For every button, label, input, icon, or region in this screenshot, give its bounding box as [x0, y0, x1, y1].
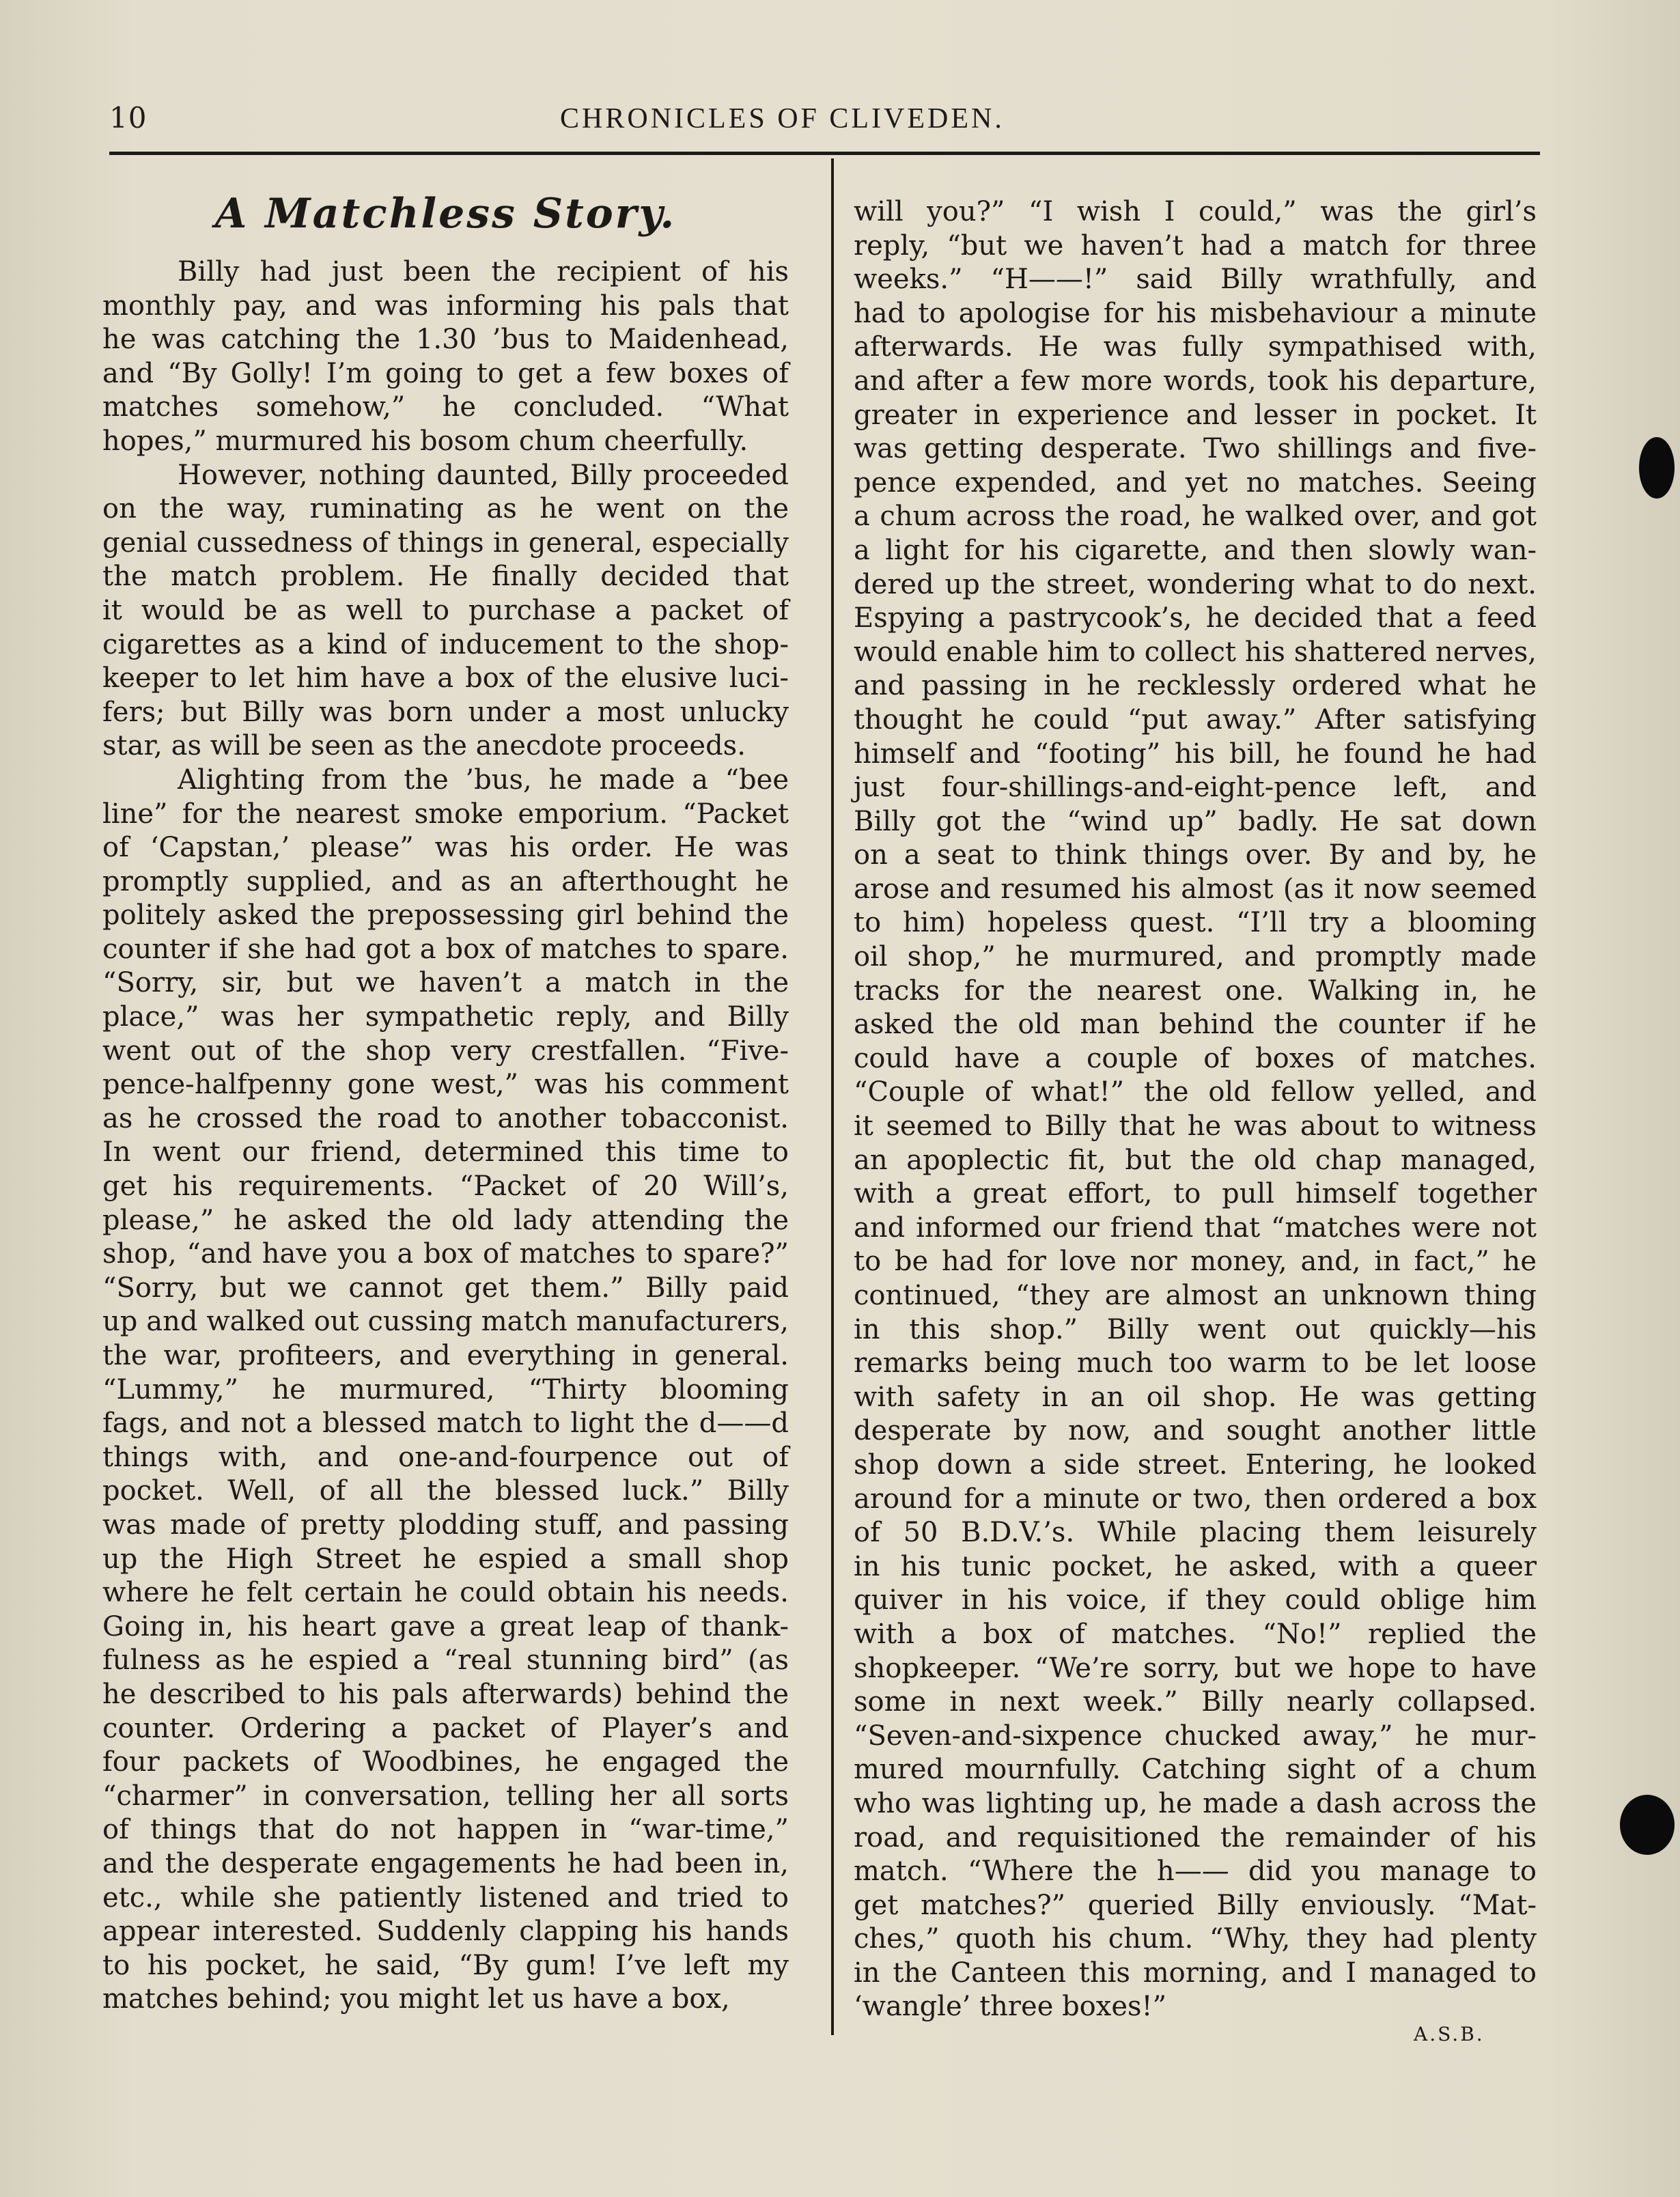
text-line: quiver in his voice, if they could oblige him: [854, 1584, 1537, 1617]
text-line: place,” was her sympathetic reply, and Billy: [102, 1001, 789, 1033]
text-line: promptly supplied, and as an afterthought he: [102, 865, 789, 897]
text-line: counter if she had got a box of matches to spare.: [102, 933, 789, 965]
text-line: as he crossed the road to another tobacconist.: [102, 1102, 789, 1134]
text-line: will you?” “I wish I could,” was the girl’s: [854, 196, 1537, 227]
text-line: reply, “but we haven’t had a match for three: [854, 229, 1537, 262]
page-number: 10: [109, 101, 148, 135]
text-line: four packets of Woodbines, he engaged the: [102, 1746, 789, 1778]
text-line: tracks for the nearest one. Walking in, he: [854, 975, 1537, 1007]
text-line: shopkeeper. “We’re sorry, but we hope to have: [854, 1652, 1537, 1684]
text-line: Billy got the “wind up” badly. He sat down: [854, 805, 1537, 837]
text-line: get matches?” queried Billy enviously. “Mat-: [854, 1889, 1537, 1921]
text-line: continued, “they are almost an unknown thing: [854, 1280, 1537, 1311]
text-line: politely asked the prepossessing girl behind the: [102, 899, 789, 932]
text-line: was getting desperate. Two shillings and five-: [854, 433, 1537, 465]
text-line: “Sorry, sir, but we haven’t a match in the: [102, 967, 789, 999]
text-line: matches behind; you might let us have a box,: [102, 1983, 730, 2015]
text-line: thought he could “put away.” After satisfying: [854, 703, 1537, 736]
text-line: some in next week.” Billy nearly collapsed.: [854, 1686, 1537, 1718]
text-line: “Lummy,” he murmured, “Thirty blooming: [102, 1373, 789, 1405]
text-line: “Sorry, but we cannot get them.” Billy paid: [102, 1272, 789, 1304]
text-line: appear interested. Suddenly clapping his hands: [102, 1916, 789, 1948]
text-line: where he felt certain he could obtain his needs.: [102, 1577, 789, 1609]
text-line: etc., while she patiently listened and tried to: [102, 1881, 789, 1914]
text-line: weeks.” “H——!” said Billy wrathfully, and: [854, 264, 1537, 296]
text-line: on a seat to think things over. By and by, he: [854, 839, 1537, 871]
text-line: with a box of matches. “No!” replied the: [854, 1618, 1537, 1650]
text-line: greater in experience and lesser in pocket. It: [854, 399, 1537, 431]
text-line: was made of pretty plodding stuff, and passing: [102, 1509, 789, 1541]
text-line: he was catching the 1.30 ’bus to Maidenhead,: [102, 324, 789, 356]
text-line: of ‘Capstan,’ please” was his order. He was: [102, 832, 789, 864]
text-line: counter. Ordering a packet of Player’s and: [102, 1712, 789, 1744]
right-column: [854, 195, 1537, 2024]
header-rule: [109, 152, 1540, 155]
text-line: dered up the street, wondering what to do next.: [854, 568, 1537, 600]
text-line: ‘wangle’ three boxes!”: [854, 1991, 1167, 2023]
text-line: himself and “footing” his bill, he found he had: [854, 738, 1537, 770]
paragraph: [102, 459, 789, 764]
text-line: he described to his pals afterwards) behind the: [102, 1678, 789, 1710]
text-line: it would be as well to purchase a packet of: [102, 594, 789, 626]
text-line: genial cussedness of things in general, especially: [102, 527, 789, 559]
text-line: cigarettes as a kind of inducement to the shop-: [102, 628, 789, 660]
text-line: with a great effort, to pull himself together: [854, 1178, 1537, 1210]
text-line: road, and requisitioned the remainder of his: [854, 1821, 1537, 1853]
text-line: and after a few more words, took his departure,: [854, 365, 1537, 397]
text-line: around for a minute or two, then ordered a box: [854, 1483, 1537, 1515]
text-line: a chum across the road, he walked over, and got: [854, 501, 1537, 533]
text-line: of things that do not happen in “war-time,”: [102, 1814, 789, 1846]
text-line: “charmer” in conversation, telling her all sorts: [102, 1780, 789, 1812]
text-line: a light for his cigarette, and then slowly wan-: [854, 534, 1537, 566]
text-line: remarks being much too warm to be let loose: [854, 1347, 1537, 1380]
text-line: “Couple of what!” the old fellow yelled, and: [854, 1076, 1537, 1108]
text-line: an apoplectic fit, but the old chap managed,: [854, 1144, 1537, 1176]
text-line: oil shop,” he murmured, and promptly made: [854, 941, 1537, 973]
text-line: up and walked out cussing match manufacturers,: [102, 1306, 789, 1338]
text-line: and “By Golly! I’m going to get a few boxes of: [102, 357, 789, 389]
text-line: in his tunic pocket, he asked, with a queer: [854, 1550, 1537, 1582]
punch-hole-bottom: [1620, 1795, 1675, 1855]
text-line: things with, and one-and-fourpence out of: [102, 1441, 789, 1473]
text-line: in the Canteen this morning, and I managed to: [854, 1957, 1537, 1989]
running-title: CHRONICLES OF CLIVEDEN.: [560, 103, 1005, 135]
text-line: Going in, his heart gave a great leap of thank-: [102, 1610, 789, 1642]
text-line: fers; but Billy was born under a most unlucky: [102, 696, 789, 728]
text-line: line” for the nearest smoke emporium. “Packet: [102, 798, 789, 830]
text-line: the match problem. He finally decided that: [102, 561, 789, 593]
left-column: [102, 184, 789, 2017]
right-column-text: [854, 195, 1537, 2024]
text-line: could have a couple of boxes of matches.: [854, 1042, 1537, 1074]
text-line: However, nothing daunted, Billy proceeded: [178, 459, 789, 491]
text-line: and the desperate engagements he had been in,: [102, 1847, 789, 1879]
story-title: A Matchless Story.: [214, 190, 677, 238]
text-line: Alighting from the ’bus, he made a “bee: [178, 764, 789, 796]
paragraph: [102, 764, 789, 2017]
text-line: monthly pay, and was informing his pals that: [102, 290, 789, 322]
text-line: with safety in an oil shop. He was getting: [854, 1381, 1537, 1413]
text-line: and informed our friend that “matches were not: [854, 1212, 1537, 1244]
text-line: ches,” quoth his chum. “Why, they had plenty: [854, 1923, 1537, 1955]
text-line: In went our friend, determined this time to: [102, 1136, 789, 1169]
text-line: it seemed to Billy that he was about to witness: [854, 1110, 1537, 1143]
text-line: up the High Street he espied a small shop: [102, 1543, 789, 1575]
text-line: to be had for love nor money, and, in fact,” he: [854, 1246, 1537, 1278]
text-line: to him) hopeless quest. “I’ll try a blooming: [854, 907, 1537, 939]
text-line: just four-shillings-and-eight-pence left, and: [854, 772, 1537, 804]
text-line: of 50 B.D.V.’s. While placing them leisurely: [854, 1517, 1537, 1549]
text-line: the war, profiteers, and everything in general.: [102, 1340, 789, 1371]
text-line: asked the old man behind the counter if he: [854, 1009, 1537, 1041]
text-line: Espying a pastrycook’s, he decided that a feed: [854, 602, 1537, 634]
text-line: fulness as he espied a “real stunning bird” (as: [102, 1645, 789, 1677]
text-line: in this shop.” Billy went out quickly—his: [854, 1313, 1537, 1345]
text-line: match. “Where the h—— did you manage to: [854, 1856, 1537, 1888]
text-line: would enable him to collect his shattered nerves,: [854, 636, 1537, 668]
text-line: shop down a side street. Entering, he looked: [854, 1449, 1537, 1481]
text-line: afterwards. He was fully sympathised with,: [854, 331, 1537, 363]
text-line: star, as will be seen as the anecdote proceeds.: [102, 730, 746, 762]
text-line: pence expended, and yet no matches. Seeing: [854, 466, 1537, 499]
text-line: get his requirements. “Packet of 20 Will’s,: [102, 1171, 789, 1203]
text-line: on the way, ruminating as he went on the: [102, 493, 789, 525]
text-line: mured mournfully. Catching sight of a chum: [854, 1754, 1537, 1786]
column-divider: [831, 158, 834, 2035]
text-line: “Seven-and-sixpence chucked away,” he mur-: [854, 1720, 1537, 1752]
text-line: pence-halfpenny gone west,” was his comment: [102, 1069, 789, 1101]
paragraph: [102, 255, 789, 459]
text-line: pocket. Well, of all the blessed luck.” Billy: [102, 1475, 789, 1507]
text-line: and passing in he recklessly ordered what he: [854, 670, 1537, 702]
text-line: shop, “and have you a box of matches to spare?”: [102, 1238, 789, 1270]
left-column-text: [102, 255, 789, 2017]
text-line: arose and resumed his almost (as it now seemed: [854, 873, 1537, 905]
text-line: who was lighting up, he made a dash across the: [854, 1787, 1537, 1819]
text-line: desperate by now, and sought another little: [854, 1415, 1537, 1447]
text-line: Billy had just been the recipient of his: [178, 256, 789, 288]
page-header: [109, 96, 1540, 150]
text-line: please,” he asked the old lady attending the: [102, 1204, 789, 1236]
text-line: hopes,” murmured his bosom chum cheerfully.: [102, 425, 748, 457]
punch-hole-top: [1639, 437, 1675, 499]
text-line: went out of the shop very crestfallen. “Five-: [102, 1035, 789, 1067]
text-line: to his pocket, he said, “By gum! I’ve left my: [102, 1949, 789, 1981]
text-line: fags, and not a blessed match to light the d——d: [102, 1408, 789, 1440]
author-signature: A.S.B.: [1414, 2023, 1485, 2045]
text-line: matches somehow,” he concluded. “What: [102, 391, 789, 423]
text-line: had to apologise for his misbehaviour a minute: [854, 297, 1537, 329]
text-line: keeper to let him have a box of the elusive luci-: [102, 662, 789, 695]
